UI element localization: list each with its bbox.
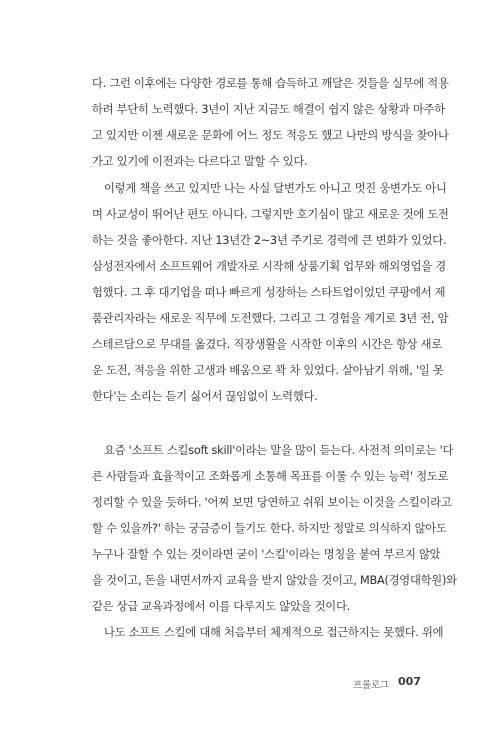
body-text-line: 운 도전, 적응을 위한 고생과 배움으로 꽉 차 있었다. 살아남기 위해, '일 못 bbox=[92, 364, 444, 377]
body-text-line: 고 있지만 이젠 새로운 문화에 어느 정도 적응도 했고 나만의 방식을 찾아나 bbox=[92, 129, 449, 142]
body-text-line: 할 수 있을까?' 하는 궁금증이 들기도 한다. 하지만 정말로 의식하지 않아도 bbox=[92, 522, 447, 535]
body-text-line: 이렇게 책을 쓰고 있지만 나는 사실 달변가도 아니고 멋진 웅변가도 아니 bbox=[104, 182, 447, 195]
body-text-line: 정리할 수 있을 듯하다. '어찌 보면 당연하고 쉬워 보이는 이것을 스킬이라고 bbox=[92, 496, 452, 509]
body-text-line: 스테르담으로 무대를 옮겼다. 직장생활을 시작한 이후의 시간은 항상 새로 bbox=[92, 338, 442, 351]
body-text-line: 다. 그런 이후에는 다양한 경로를 통해 습득하고 깨달은 것들을 실무에 적용 bbox=[92, 77, 449, 90]
body-text-line: 을 것이고, 돈을 내면서까지 교육을 받지 않았을 것이고, MBA(경영대학원)와 bbox=[92, 574, 457, 587]
footer-section-title: 프롤로그 bbox=[353, 680, 389, 691]
body-text-line: 품관리자라는 새로운 직무에 도전했다. 그리고 그 경험을 계기로 3년 전, 암 bbox=[92, 312, 449, 325]
body-text-line: 하려 부단히 노력했다. 3년이 지난 지금도 해결이 쉽지 않은 상황과 마주하 bbox=[92, 103, 445, 116]
body-text-line: 누구나 잘할 수 있는 것이라면 굳이 '스킬'이라는 명칭을 붙여 부르지 않았 bbox=[92, 548, 441, 561]
body-text-line: 한다'는 소리는 듣기 싫어서 끊임없이 노력했다. bbox=[92, 390, 318, 403]
body-text-line: 험했다. 그 후 대기업을 떠나 빠르게 성장하는 스타트업이었던 쿠팡에서 제 bbox=[92, 286, 446, 299]
body-text-line: 하는 것을 좋아한다. 지난 13년간 2~3년 주기로 경력에 큰 변화가 있었다. bbox=[92, 234, 447, 247]
body-text-line: 나도 소프트 스킬에 대해 처음부터 체계적으로 접근하지는 못했다. 위에 bbox=[104, 626, 444, 639]
body-text-line: 가고 있기에 이전과는 다르다고 말할 수 있다. bbox=[92, 155, 308, 168]
body-text-line: 같은 상급 교육과정에서 이를 다루지도 않았을 것이다. bbox=[92, 600, 350, 613]
body-text-line: 른 사람들과 효율적이고 조화롭게 소통해 목표를 이룰 수 있는 능력' 정도로 bbox=[92, 470, 449, 483]
page-number: 007 bbox=[398, 675, 421, 688]
body-text-line: 며 사교성이 뛰어난 편도 아니다. 그렇지만 호기심이 많고 새로운 것에 도전 bbox=[92, 208, 449, 221]
body-text-line: 삼성전자에서 소프트웨어 개발자로 시작해 상품기획 업무와 해외영업을 경 bbox=[92, 260, 446, 273]
body-text-line: 요즘 '소프트 스킬soft skill'이라는 말을 많이 듣는다. 사전적 의미로는 '다 bbox=[104, 444, 454, 457]
